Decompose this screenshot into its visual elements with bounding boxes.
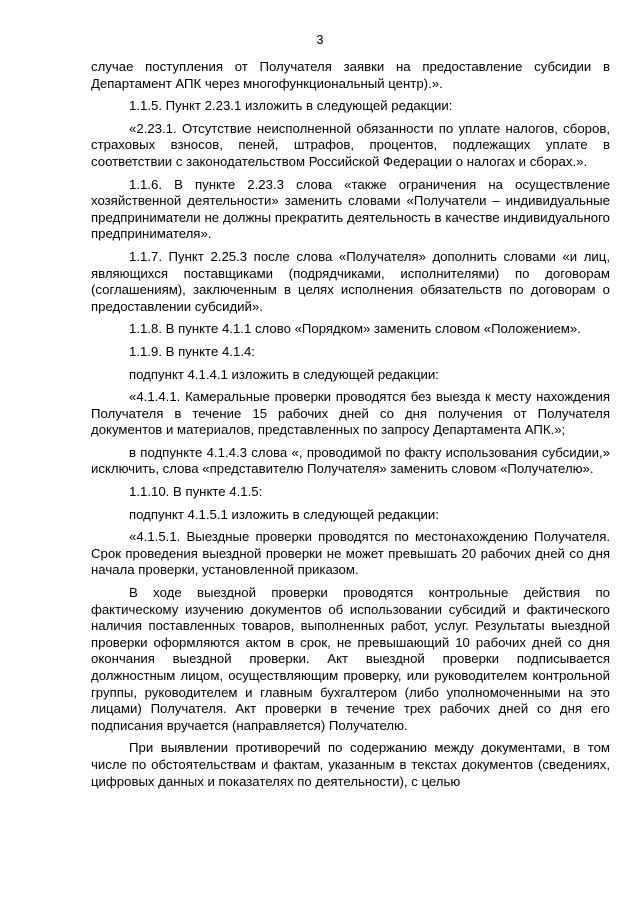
paragraph-subpoint-4-1-4-1-intro: подпункт 4.1.4.1 изложить в следующей редакции: — [129, 366, 439, 382]
paragraph-1-1-8: 1.1.8. В пункте 4.1.1 слово «Порядком» заменить словом «Положением». — [129, 321, 581, 337]
paragraph-4-1-5-1: «4.1.5.1. Выездные проверки проводятся по местонахождению Получателя. Срок проведения выездной проверки не может превышать 20 рабочих дней со дня начала проверки, установленной приказом. — [91, 529, 610, 578]
paragraph-subpoint-4-1-5-1-intro: подпункт 4.1.5.1 изложить в следующей редакции: — [129, 506, 439, 522]
paragraph-1-1-10: 1.1.10. В пункте 4.1.5: — [129, 484, 263, 500]
paragraph-onsite-inspection: В ходе выездной проверки проводятся контрольные действия по фактическому изучению документов об использовании субсидий и фактического наличия поставленных товаров, выполненных работ, услуг. Результаты выездной проверки оформляются актом в срок, не превышающий 10 рабочих дней со дня окончания выездной проверки. Акт выездной проверки подписывается должностным лицом, осуществляющим проверку, или руководителем контрольной группы, руководителем и главным бухгалтером (либо уполномоченными на это лицами) Получателя. Акт проверки в течение трех рабочих дней со дня его подписания вручается (направляется) Получателю. — [91, 585, 610, 733]
paragraph-1-1-5: 1.1.5. Пункт 2.23.1 изложить в следующей редакции: — [129, 98, 453, 114]
paragraph-continuation: случае поступления от Получателя заявки на предоставление субсидии в Департамент АПК через многофункциональный центр).». — [91, 59, 610, 91]
paragraph-4-1-4-1: «4.1.4.1. Камеральные проверки проводятся без выезда к месту нахождения Получателя в течение 15 рабочих дней со дня получения от Получателя документов и материалов, представленных по запросу Департамента АПК.»; — [91, 389, 610, 438]
page-number: 3 — [316, 33, 324, 47]
paragraph-2-23-1: «2.23.1. Отсутствие неисполненной обязанности по уплате налогов, сборов, страховых взносов, пеней, штрафов, процентов, подлежащих уплате в соответствии с законодательством Российской Федерации о налогах и сборах.». — [91, 120, 610, 169]
paragraph-4-1-4-3: в подпункте 4.1.4.3 слова «, проводимой по факту использования субсидии,» исключить, слова «представителю Получателя» заменить словом «Получателю». — [91, 444, 610, 477]
paragraph-1-1-6: 1.1.6. В пункте 2.23.3 слова «также ограничения на осуществление хозяйственной деятельности» заменить словами «Получатели – индивидуальные предприниматели не должны прекратить деятельность в качестве индивидуального предпринимателя». — [91, 176, 610, 242]
paragraph-contradictions: При выявлении противоречий по содержанию между документами, в том числе по обстоятельствам и фактам, указанным в текстах документов (сведениях, цифровых данных и показателях по деятельности), с целью — [91, 740, 610, 789]
paragraph-1-1-9: 1.1.9. В пункте 4.1.4: — [129, 343, 255, 359]
paragraph-1-1-7: 1.1.7. Пункт 2.25.3 после слова «Получателя» дополнить словами «и лиц, являющихся поставщиками (подрядчиками, исполнителями) по договорам (соглашениям), заключенным в целях исполнения обязательств по договорам о предоставлении субсидий». — [91, 248, 610, 314]
document-body — [91, 59, 610, 796]
